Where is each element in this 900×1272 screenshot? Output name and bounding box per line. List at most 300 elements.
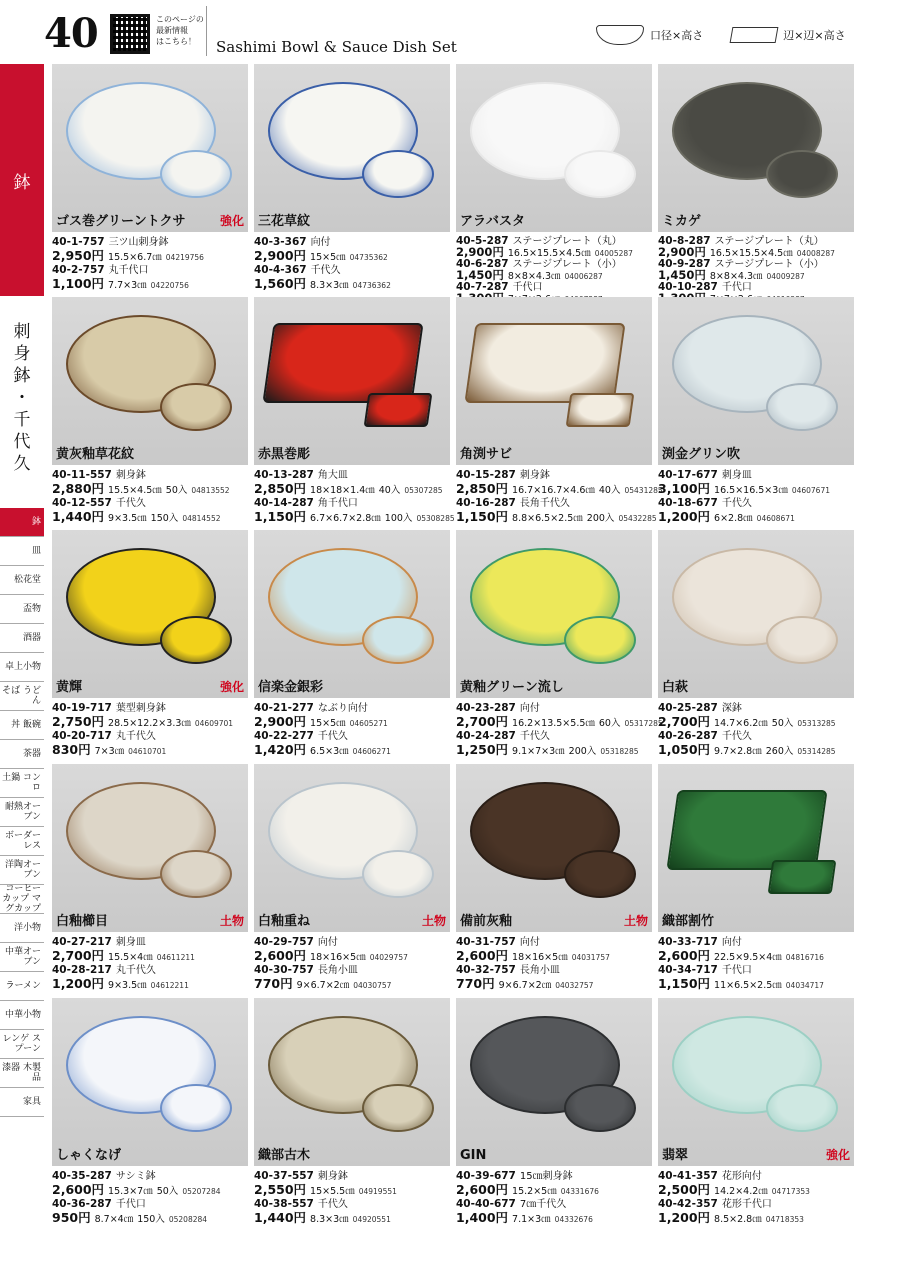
item-name: 千代口 — [721, 965, 752, 976]
price-row — [658, 975, 858, 993]
item-price: 2,500円 — [658, 1181, 711, 1197]
qr-note — [156, 14, 204, 47]
item-name: 千代口 — [721, 282, 752, 293]
item-code: 40-16-287 — [456, 497, 516, 509]
item-size: 15×5.5㎝ — [310, 1185, 355, 1197]
pack-quantity: 200入 — [586, 512, 615, 524]
pack-quantity: 50入 — [165, 484, 188, 496]
product-info — [658, 702, 858, 758]
pack-quantity: 50入 — [156, 1185, 179, 1197]
item-code: 40-7-287 — [456, 281, 509, 293]
item-code: 40-34-717 — [658, 964, 718, 976]
jan-code: 04034717 — [785, 980, 824, 990]
product-info — [456, 236, 656, 305]
item-name: 長角千代久 — [519, 498, 570, 509]
price-row — [456, 508, 657, 526]
price-row — [52, 508, 252, 526]
item-price: 2,600円 — [52, 1181, 105, 1197]
item-size: 7×3㎝ — [94, 745, 125, 757]
price-row — [52, 247, 252, 265]
jan-code: 04736362 — [352, 280, 391, 290]
item-price: 770円 — [254, 975, 293, 991]
item-price: 950円 — [52, 1209, 91, 1225]
price-row — [52, 480, 252, 498]
item-size: 8.5×2.8㎝ — [714, 1213, 762, 1225]
sidebar-section-sashimi — [0, 300, 44, 496]
side-dish-illustration — [564, 150, 636, 198]
qr-note-line: 最新情報 — [156, 26, 188, 35]
dimension-legend — [596, 20, 846, 50]
jan-code: 04031757 — [571, 952, 610, 962]
side-dish-illustration — [564, 616, 636, 664]
sidebar-item[interactable]: 松花堂 — [0, 566, 44, 595]
series-name: 織部古木 — [258, 1148, 311, 1163]
price-row — [254, 975, 454, 993]
item-price: 2,700円 — [456, 713, 509, 729]
sidebar-item[interactable]: 漆器 木製品 — [0, 1059, 44, 1088]
sidebar-item[interactable]: そば うどん — [0, 682, 44, 711]
item-price: 770円 — [456, 975, 495, 991]
price-row — [456, 713, 663, 731]
item-code: 40-28-217 — [52, 964, 112, 976]
sidebar-item[interactable]: 土鍋 コンロ — [0, 769, 44, 798]
item-price: 1,150円 — [456, 508, 509, 524]
side-dish-illustration — [362, 150, 434, 198]
product-photo — [456, 530, 652, 698]
side-dish-illustration — [566, 393, 635, 427]
item-name: 千代久 — [317, 1199, 348, 1210]
jan-code: 04607671 — [791, 485, 831, 495]
jan-code: 04735362 — [349, 252, 388, 262]
jan-code: 05318285 — [600, 746, 639, 756]
main-dish-illustration — [262, 323, 423, 403]
product-photo — [658, 764, 854, 932]
price-row — [456, 975, 656, 993]
item-size: 16.5×15.5×4.5㎝ — [507, 248, 591, 259]
sidebar-section-bowl[interactable]: 鉢 — [0, 64, 44, 296]
sidebar-item[interactable]: 中華オーブン — [0, 943, 44, 972]
item-price: 1,400円 — [456, 1209, 509, 1225]
jan-code: 05317285 — [624, 718, 663, 728]
item-code: 40-11-557 — [52, 469, 112, 481]
price-row — [254, 741, 454, 759]
item-code: 40-36-287 — [52, 1198, 112, 1210]
product-info — [658, 469, 858, 525]
item-name: なぶり向付 — [317, 703, 368, 714]
item-code: 40-22-277 — [254, 730, 314, 742]
item-code: 40-12-557 — [52, 497, 112, 509]
series-name: 翡翠 — [662, 1148, 689, 1163]
sidebar-item[interactable]: 丼 飯碗 — [0, 711, 44, 740]
sidebar-item[interactable]: 洋陶オーブン — [0, 856, 44, 885]
item-size: 15.5×4.5㎝ — [108, 484, 162, 496]
item-code: 40-8-287 — [658, 235, 711, 247]
sidebar-item[interactable]: 中華小物 — [0, 1001, 44, 1030]
price-row — [52, 975, 252, 993]
jan-code: 04009287 — [766, 272, 805, 281]
item-price: 2,880円 — [52, 480, 105, 496]
jan-code: 04029757 — [369, 952, 408, 962]
item-name: 刺身鉢 — [317, 1171, 348, 1182]
item-name: サシミ鉢 — [115, 1171, 156, 1182]
item-size: 6×2.8㎝ — [714, 512, 753, 524]
item-size: 9×3.5㎝ — [108, 979, 147, 991]
product-info — [456, 936, 656, 992]
item-size: 8.7×4㎝ — [94, 1213, 134, 1225]
price-row — [456, 741, 656, 759]
jan-code: 04332676 — [554, 1214, 593, 1224]
sidebar-item[interactable]: 洋小物 — [0, 914, 44, 943]
sidebar-item[interactable]: 酒器 — [0, 624, 44, 653]
jan-code: 05207284 — [182, 1186, 221, 1196]
qr-note-line: このページの — [156, 15, 204, 24]
item-size: 18×16×5㎝ — [512, 951, 568, 963]
series-name: 渕金グリン吹 — [662, 447, 741, 462]
item-name: 千代久 — [721, 731, 752, 742]
sidebar-index — [0, 508, 44, 1117]
sidebar-item[interactable]: 家具 — [0, 1088, 44, 1117]
item-price: 2,850円 — [254, 480, 307, 496]
price-row — [658, 1181, 858, 1199]
item-code: 40-31-757 — [456, 936, 516, 948]
sidebar-item[interactable]: 耐熱オーブン — [0, 798, 44, 827]
item-size: 6.5×3㎝ — [310, 745, 349, 757]
item-name: 長角小皿 — [519, 965, 560, 976]
item-price: 2,750円 — [52, 713, 105, 729]
item-price: 2,600円 — [658, 947, 711, 963]
side-dish-illustration — [766, 1084, 838, 1132]
side-dish-illustration — [766, 383, 838, 431]
side-dish-illustration — [766, 150, 838, 198]
item-code: 40-20-717 — [52, 730, 112, 742]
product-photo — [658, 297, 854, 465]
material-badge: 強化 — [825, 1148, 850, 1162]
item-name: ステージプレート（小） — [714, 259, 824, 270]
item-size: 7.1×3㎝ — [512, 1213, 551, 1225]
item-name: 丸千代久 — [115, 965, 156, 976]
item-price: 2,600円 — [254, 947, 307, 963]
sidebar-section-char: 刺 — [13, 322, 31, 342]
item-size: 9×6.7×2㎝ — [498, 979, 552, 991]
product-photo — [456, 764, 652, 932]
material-badge: 強化 — [219, 214, 244, 228]
product-info — [52, 236, 252, 292]
series-name: 黄輝 — [56, 680, 83, 695]
item-price: 1,200円 — [52, 975, 105, 991]
item-price: 2,900円 — [658, 245, 706, 259]
side-dish-illustration — [362, 616, 434, 664]
price-row — [254, 1181, 454, 1199]
price-row — [456, 1209, 656, 1227]
side-dish-illustration — [362, 850, 434, 898]
item-size: 9×6.7×2㎝ — [296, 979, 350, 991]
item-code: 40-40-677 — [456, 1198, 516, 1210]
item-code: 40-25-287 — [658, 702, 718, 714]
item-name: 刺身皿 — [115, 937, 146, 948]
sidebar-section-char: 久 — [13, 454, 31, 474]
item-size: 16.7×16.7×4.6㎝ — [512, 484, 595, 496]
product-photo — [254, 530, 450, 698]
page-title: Sashimi Bowl & Sauce Dish Set — [216, 38, 457, 56]
product-info — [254, 1170, 454, 1226]
item-price: 1,200円 — [658, 508, 711, 524]
series-name: 備前灰釉 — [460, 914, 513, 929]
item-price: 1,560円 — [254, 275, 307, 291]
product-photo — [456, 998, 652, 1166]
jan-code: 05307285 — [404, 485, 443, 495]
pack-quantity: 150入 — [150, 512, 179, 524]
jan-code: 04219756 — [165, 252, 204, 262]
price-row — [456, 480, 663, 498]
item-price: 1,150円 — [254, 508, 307, 524]
product-photo — [456, 64, 652, 232]
jan-code: 04006287 — [564, 272, 603, 281]
item-name: 向付 — [519, 937, 540, 948]
jan-code: 05208284 — [168, 1214, 208, 1224]
sidebar-item[interactable]: 茶器 — [0, 740, 44, 769]
series-name: 白釉櫛目 — [56, 914, 109, 929]
item-price: 2,850円 — [456, 480, 509, 496]
item-name: 葉型刺身鉢 — [115, 703, 166, 714]
item-code: 40-14-287 — [254, 497, 314, 509]
sidebar-item[interactable]: コーヒーカップ マグカップ — [0, 885, 44, 914]
jan-code: 05313285 — [797, 718, 836, 728]
price-row — [52, 741, 252, 759]
sidebar-item[interactable]: 卓上小物 — [0, 653, 44, 682]
item-name: 千代久 — [721, 498, 752, 509]
product-info — [658, 1170, 858, 1226]
item-code: 40-21-277 — [254, 702, 314, 714]
item-price: 1,150円 — [658, 975, 711, 991]
price-row — [254, 275, 454, 293]
item-name: 向付 — [721, 937, 742, 948]
series-name: GIN — [460, 1148, 487, 1163]
item-size: 22.5×9.5×4㎝ — [714, 951, 782, 963]
side-dish-illustration — [364, 393, 433, 427]
material-badge: 土物 — [219, 914, 244, 928]
series-name: 織部割竹 — [662, 914, 715, 929]
item-size: 15.5×6.7㎝ — [108, 251, 162, 263]
product-photo — [254, 64, 450, 232]
product-photo — [456, 297, 652, 465]
series-name: 白釉重ね — [258, 914, 311, 929]
material-badge: 強化 — [219, 680, 244, 694]
item-code: 40-18-677 — [658, 497, 718, 509]
product-info — [456, 1170, 656, 1226]
item-size: 7.7×3㎝ — [108, 279, 147, 291]
item-size: 14.7×6.2㎝ — [714, 717, 768, 729]
price-row — [658, 741, 858, 759]
product-photo — [52, 297, 248, 465]
item-price: 1,420円 — [254, 741, 307, 757]
item-code: 40-27-217 — [52, 936, 112, 948]
pack-quantity: 60入 — [598, 717, 621, 729]
price-row — [456, 947, 656, 965]
product-info — [52, 469, 252, 525]
item-name: 千代口 — [512, 282, 543, 293]
series-name: しゃくなげ — [56, 1148, 122, 1163]
item-code: 40-4-367 — [254, 264, 307, 276]
side-dish-illustration — [160, 1084, 232, 1132]
product-photo — [52, 530, 248, 698]
sidebar-section-char: 身 — [13, 344, 31, 364]
jan-code: 04813552 — [191, 485, 230, 495]
plate-icon — [730, 27, 779, 43]
item-price: 1,440円 — [52, 508, 105, 524]
side-dish-illustration — [160, 150, 232, 198]
sidebar — [0, 64, 44, 1272]
item-name: 千代久 — [519, 731, 550, 742]
jan-code: 04609701 — [194, 718, 234, 728]
item-name: 向付 — [317, 937, 338, 948]
price-row — [658, 947, 858, 965]
item-name: 刺身鉢 — [115, 470, 146, 481]
item-code: 40-3-367 — [254, 236, 307, 248]
price-row — [658, 1209, 858, 1227]
item-price: 1,100円 — [52, 275, 105, 291]
material-badge: 土物 — [421, 914, 446, 928]
item-name: 千代久 — [317, 731, 348, 742]
product-info — [52, 702, 252, 758]
item-code: 40-5-287 — [456, 235, 509, 247]
jan-code: 04816716 — [785, 952, 824, 962]
product-info — [254, 469, 454, 525]
item-size: 28.5×12.2×3.3㎝ — [108, 717, 191, 729]
item-price: 2,900円 — [254, 713, 307, 729]
product-photo — [254, 998, 450, 1166]
price-row — [52, 1181, 252, 1199]
series-name: 角渕サビ — [460, 447, 513, 462]
item-size: 16.5×15.5×4.5㎝ — [709, 248, 793, 259]
jan-code: 04005287 — [594, 249, 633, 258]
item-size: 11×6.5×2.5㎝ — [714, 979, 782, 991]
price-row — [254, 480, 454, 498]
qr-note-line: はこちら！ — [156, 37, 196, 46]
item-size: 15.5×4㎝ — [108, 951, 153, 963]
item-price: 1,450円 — [456, 268, 504, 282]
sidebar-section-char: 千 — [13, 410, 31, 430]
item-name: 千代口 — [115, 1199, 146, 1210]
item-price: 3,100円 — [658, 480, 711, 496]
product-photo — [52, 998, 248, 1166]
product-info — [254, 236, 454, 292]
price-row — [456, 1181, 656, 1199]
main-dish-illustration — [666, 790, 827, 870]
item-code: 40-17-677 — [658, 469, 718, 481]
item-name: 千代久 — [310, 265, 341, 276]
series-name: ミカゲ — [662, 214, 702, 229]
item-size: 9.1×7×3㎝ — [512, 745, 565, 757]
item-size: 16.5×16.5×3㎝ — [714, 484, 788, 496]
item-code: 40-33-717 — [658, 936, 718, 948]
item-price: 830円 — [52, 741, 91, 757]
sidebar-item[interactable]: 鉢 — [0, 508, 44, 537]
sidebar-section-char: 鉢 — [13, 366, 31, 386]
sidebar-item[interactable]: 盃物 — [0, 595, 44, 624]
item-price: 2,600円 — [456, 947, 509, 963]
pack-quantity: 50入 — [771, 717, 794, 729]
series-name: 白萩 — [662, 680, 689, 695]
item-size: 9.7×2.8㎝ — [714, 745, 762, 757]
item-name: 15㎝刺身鉢 — [519, 1171, 573, 1182]
item-price: 1,450円 — [658, 268, 706, 282]
sidebar-item[interactable]: ラーメン — [0, 972, 44, 1001]
item-size: 18×18×1.4㎝ — [310, 484, 375, 496]
jan-code: 05432285 — [618, 513, 657, 523]
item-code: 40-29-757 — [254, 936, 314, 948]
price-row — [254, 247, 454, 265]
series-name: 信楽金銀彩 — [258, 680, 324, 695]
item-code: 40-37-557 — [254, 1170, 314, 1182]
item-name: 向付 — [519, 703, 540, 714]
item-size: 16.2×13.5×5.5㎝ — [512, 717, 595, 729]
item-price: 2,900円 — [254, 247, 307, 263]
item-price: 1,050円 — [658, 741, 711, 757]
pack-quantity: 260入 — [765, 745, 794, 757]
product-photo — [658, 530, 854, 698]
price-row — [52, 947, 252, 965]
item-code: 40-42-357 — [658, 1198, 718, 1210]
item-name: ステージプレート（丸） — [714, 236, 824, 247]
qr-code[interactable] — [110, 14, 150, 54]
item-code: 40-30-757 — [254, 964, 314, 976]
jan-code: 05314285 — [797, 746, 836, 756]
sidebar-section-char: 代 — [13, 432, 31, 452]
sidebar-item[interactable]: レンゲ スプーン — [0, 1030, 44, 1059]
jan-code: 04611211 — [156, 952, 195, 962]
item-size: 15.2×5㎝ — [512, 1185, 557, 1197]
item-size: 18×16×5㎝ — [310, 951, 366, 963]
item-code: 40-26-287 — [658, 730, 718, 742]
sidebar-item[interactable]: ボーダーレス — [0, 827, 44, 856]
item-size: 15.3×7㎝ — [108, 1185, 153, 1197]
product-photo — [254, 297, 450, 465]
pack-quantity: 100入 — [384, 512, 413, 524]
product-photo — [52, 764, 248, 932]
price-row — [658, 508, 858, 526]
header-divider — [206, 6, 207, 56]
page-number: 40 — [44, 10, 98, 57]
item-code: 40-39-677 — [456, 1170, 516, 1182]
item-code: 40-13-287 — [254, 469, 314, 481]
item-price: 2,700円 — [658, 713, 711, 729]
item-name: 角千代口 — [317, 498, 358, 509]
jan-code: 04919551 — [358, 1186, 397, 1196]
sidebar-item[interactable]: 皿 — [0, 537, 44, 566]
jan-code: 04605271 — [349, 718, 388, 728]
item-name: 向付 — [310, 237, 331, 248]
product-info — [254, 702, 454, 758]
product-photo — [254, 764, 450, 932]
product-info — [456, 702, 663, 758]
jan-code: 04717353 — [771, 1186, 810, 1196]
item-size: 15×5㎝ — [310, 251, 346, 263]
main-dish-illustration — [464, 323, 625, 403]
legend-plate-label: 辺×辺×高さ — [783, 29, 846, 42]
product-info — [658, 936, 858, 992]
jan-code: 04606271 — [352, 746, 391, 756]
item-name: 三ツ山刺身鉢 — [108, 237, 169, 248]
item-size: 8×8×4.3㎝ — [709, 271, 763, 282]
jan-code: 04718353 — [765, 1214, 804, 1224]
item-size: 9×3.5㎝ — [108, 512, 147, 524]
item-name: 刺身鉢 — [519, 470, 550, 481]
item-price: 1,440円 — [254, 1209, 307, 1225]
series-name: 黄釉グリーン流し — [460, 680, 564, 695]
material-badge: 土物 — [623, 914, 648, 928]
price-row — [52, 275, 252, 293]
jan-code: 04331676 — [560, 1186, 599, 1196]
